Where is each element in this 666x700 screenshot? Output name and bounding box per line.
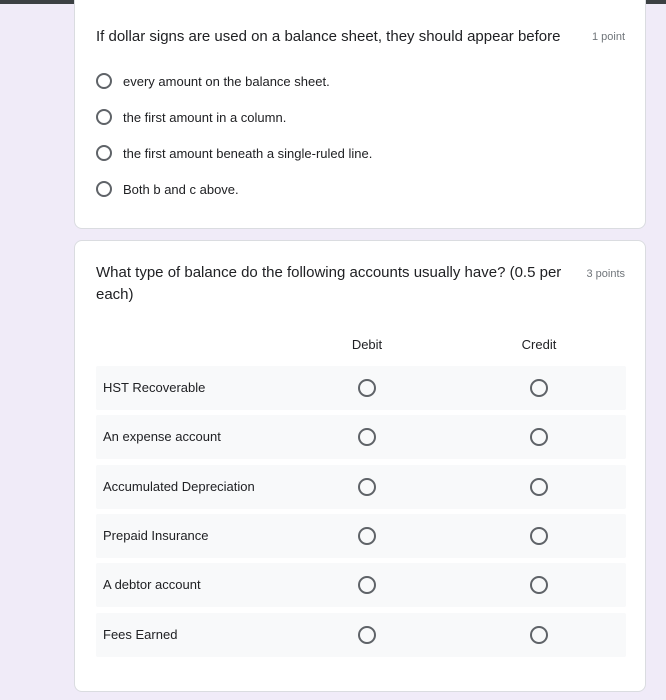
row-label: Prepaid Insurance [103,528,209,543]
debit-radio[interactable] [358,626,376,644]
grid-row-expense-account [96,415,626,459]
row-label: Accumulated Depreciation [103,479,255,494]
row-label: HST Recoverable [103,380,206,395]
option-first-amount-column[interactable] [96,106,286,128]
radio-unchecked-icon[interactable] [96,73,112,89]
option-first-amount-ruled-line[interactable] [96,142,372,164]
credit-radio[interactable] [530,576,548,594]
debit-radio[interactable] [358,576,376,594]
grid-row-prepaid-insurance [96,514,626,558]
grid-row-debtor-account [96,563,626,607]
credit-radio[interactable] [530,379,548,397]
option-label: every amount on the balance sheet. [123,73,330,89]
grid-row-hst-recoverable [96,366,626,410]
option-label: the first amount in a column. [123,109,287,125]
question-title: If dollar signs are used on a balance sheet, they should appear before [96,28,561,45]
credit-radio[interactable] [530,428,548,446]
grid-row-fees-earned [96,613,626,657]
option-every-amount[interactable] [96,70,330,92]
credit-radio[interactable] [530,527,548,545]
row-label: A debtor account [103,577,201,592]
question-title-line1: What type of balance do the following accounts usually have? (0.5 per [96,264,562,281]
question-points: 1 point [591,31,625,43]
option-label: Both b and c above. [123,181,239,197]
question-card-balance-type [74,240,646,692]
option-label: the first amount beneath a single-ruled line. [123,145,373,161]
option-both-b-and-c[interactable] [96,178,239,200]
radio-unchecked-icon[interactable] [96,109,112,125]
row-label: An expense account [103,429,221,444]
credit-radio[interactable] [530,478,548,496]
debit-radio[interactable] [358,379,376,397]
question-title-line2: each) [96,286,134,303]
column-header-credit: Credit [521,337,557,352]
column-header-debit: Debit [351,337,383,352]
question-card-dollar-signs [74,0,646,229]
radio-unchecked-icon[interactable] [96,145,112,161]
credit-radio[interactable] [530,626,548,644]
row-label: Fees Earned [103,627,178,642]
question-points: 3 points [586,268,625,280]
debit-radio[interactable] [358,527,376,545]
grid-row-accumulated-depreciation [96,465,626,509]
radio-unchecked-icon[interactable] [96,181,112,197]
debit-radio[interactable] [358,478,376,496]
debit-radio[interactable] [358,428,376,446]
